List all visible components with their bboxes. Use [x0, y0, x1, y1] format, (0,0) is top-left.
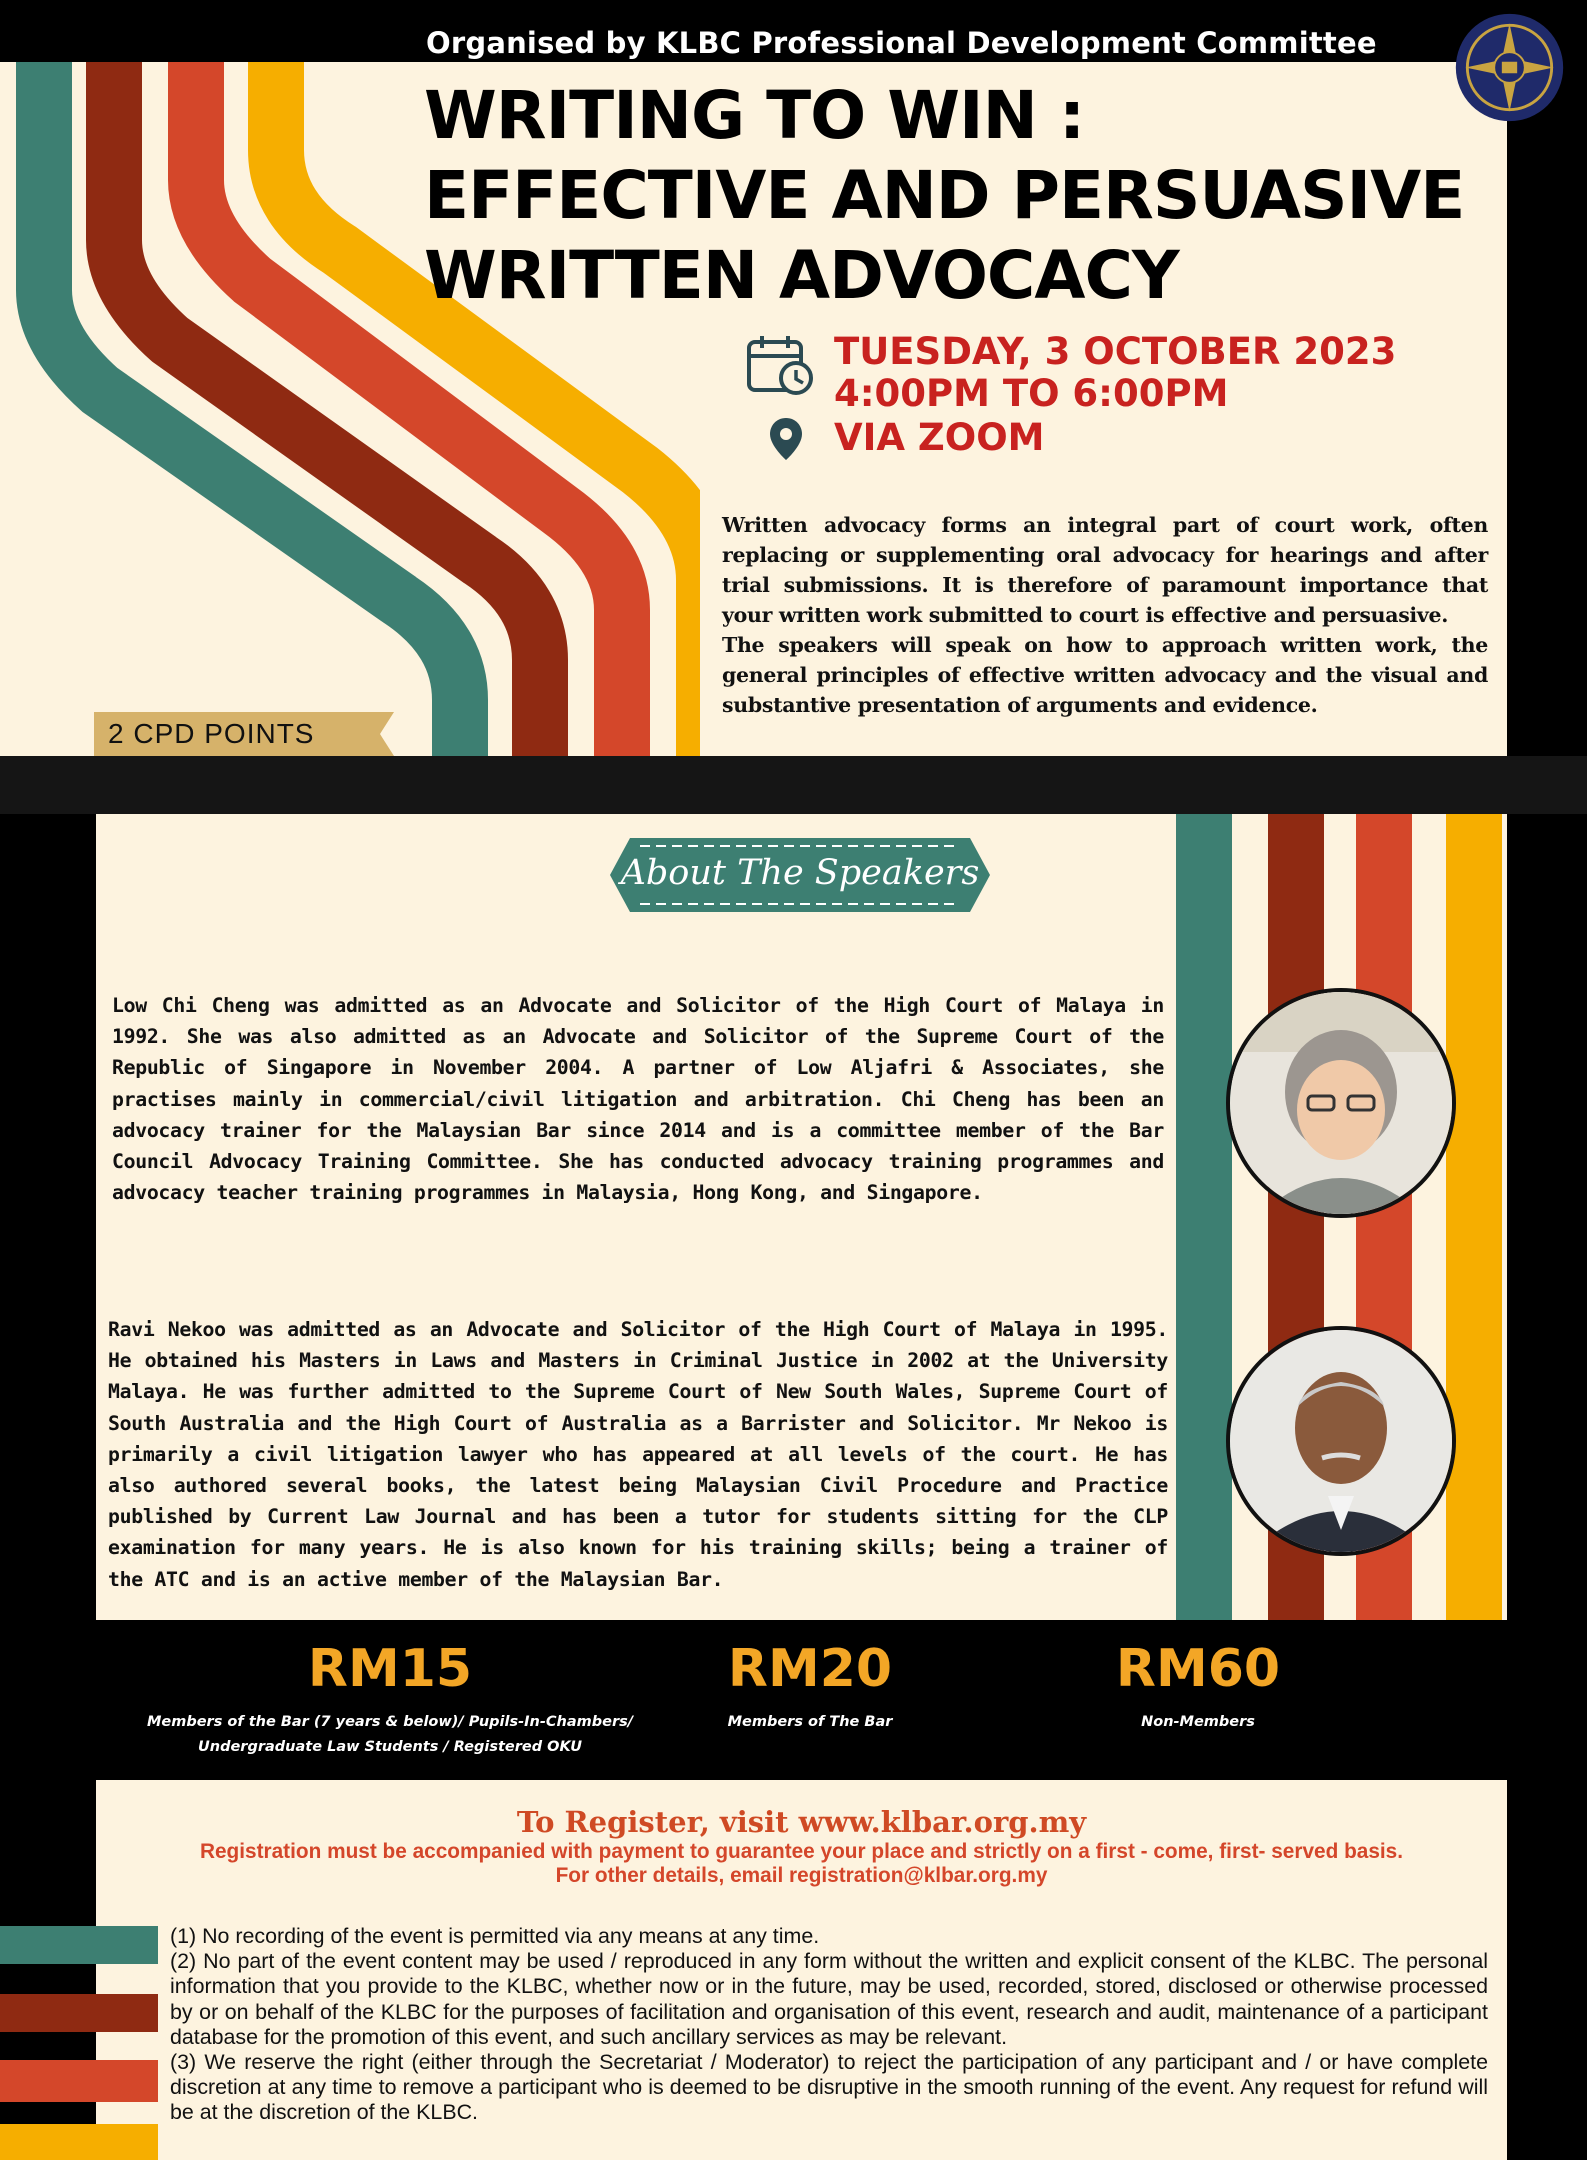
section-divider — [0, 756, 1587, 814]
terms-and-conditions — [170, 1924, 1488, 2126]
price-tier: RM20 — [727, 1639, 893, 1699]
stripe-gold — [1446, 814, 1502, 1620]
price-tier-note: Members of the Bar (7 years & below)/ Pupils-In-Chambers/ Undergraduate Law Students / Registered OKU — [146, 1714, 634, 1755]
terms-item: (1) No recording of the event is permitted via any means at any time. — [170, 1924, 820, 1948]
registration-contact: For other details, email registration@klbar.org.my — [555, 1864, 1048, 1887]
price-tier: RM60 — [1115, 1639, 1281, 1699]
speaker-portrait-icon — [1226, 1326, 1456, 1556]
description-paragraph: The speakers will speak on how to approach written work, the general principles of effective written advocacy and the visual and substantive presentation of arguments and evidence. — [722, 633, 1488, 717]
terms-item: (3) We reserve the right (either through the Secretariat / Moderator) to reject the participation of any participant and / or have complete discretion at any time to remove a participant who is deemed to be disruptive in the smooth running of the event. Any request for refund will be at the discretion of the KLBC. — [170, 2050, 1488, 2125]
price-tier: RM15 — [307, 1639, 473, 1699]
calendar-clock-icon — [746, 334, 814, 396]
price-tier-note: Non-Members — [1141, 1714, 1255, 1730]
stripe-teal — [1176, 814, 1232, 1620]
speaker-bio: Ravi Nekoo was admitted as an Advocate and Solicitor of the High Court of Malaya in 1995. He obtained his Masters in Laws and Masters in Criminal Justice in 2002 at the University Malaya. He was further admitted to the Supreme Court of New South Wales, Supreme Court of South Australia and the High Court of Australia as a Barrister and Solicitor. Mr Nekoo is primarily a civil litigation lawyer who has appeared at all levels of the court. He has also authored several books, the latest being Malaysian Civil Procedure and Practice published by Current Law Journal and has been a tutor for students sitting for the CLP examination for many years. He is also known for his training skills; being a trainer of the ATC and is an active member of the Malaysian Bar. — [108, 1318, 1168, 1591]
stripe-maroon — [0, 1994, 158, 2032]
stripe-orange — [0, 2060, 158, 2102]
terms-item: (2) No part of the event content may be used / reproduced in any form without the written and explicit consent of the KLBC. The personal information that you provide to the KLBC, whether now or in the future, may be used, recorded, stored, disclosed or otherwise processed by or on behalf of the KLBC for the purposes of facilitation and organisation of this event, research and audit, maintenance of a participant database for the promotion of this event, and such ancillary services as may be relevant. — [170, 1949, 1488, 2049]
speaker-portrait-icon — [1226, 988, 1456, 1218]
location-pin-icon — [768, 416, 804, 462]
title-line: WRITTEN ADVOCACY — [424, 237, 1179, 314]
stripe-teal — [0, 1926, 158, 1964]
title-line: EFFECTIVE AND PERSUASIVE — [424, 157, 1465, 234]
about-speakers-heading: About The Speakers — [620, 853, 980, 893]
event-description — [722, 510, 1488, 720]
event-time: 4:00PM TO 6:00PM — [834, 372, 1229, 415]
cpd-points-label: 2 CPD POINTS — [108, 718, 315, 749]
event-title — [424, 76, 1484, 316]
stripe-gold — [0, 2124, 158, 2160]
registration-heading: To Register, visit www.klbar.org.my — [516, 1805, 1087, 1839]
registration-note: Registration must be accompanied with payment to guarantee your place and strictly on a first - come, first- served basis. — [199, 1840, 1404, 1863]
description-paragraph: Written advocacy forms an integral part of court work, often replacing or supplementing oral advocacy for hearings and after trial submissions. It is therefore of paramount importance that your written work submitted to court is effective and persuasive. — [722, 513, 1488, 627]
event-date: TUESDAY, 3 OCTOBER 2023 — [834, 330, 1397, 373]
speaker-bio: Low Chi Cheng was admitted as an Advocate and Solicitor of the High Court of Malaya in 1992. She was also admitted as an Advocate and Solicitor of the Supreme Court of the Republic of Singapore in November 2004. A partner of Low Aljafri & Associates, she practises mainly in commercial/civil litigation and arbitration. Chi Cheng has been an advocacy trainer for the Malaysian Bar since 2014 and is a committee member of the Bar Council Advocacy Training Committee. She has conducted advocacy training programmes and advocacy teacher training programmes in Malaysia, Hong Kong, and Singapore. — [112, 994, 1164, 1205]
event-venue: VIA ZOOM — [834, 416, 1045, 459]
horizontal-stripes-decoration — [0, 1920, 160, 2160]
title-line: WRITING TO WIN : — [424, 77, 1085, 154]
price-tier-note: Members of The Bar — [727, 1714, 893, 1730]
organiser-line: Organised by KLBC Professional Development Committee — [426, 26, 1377, 60]
